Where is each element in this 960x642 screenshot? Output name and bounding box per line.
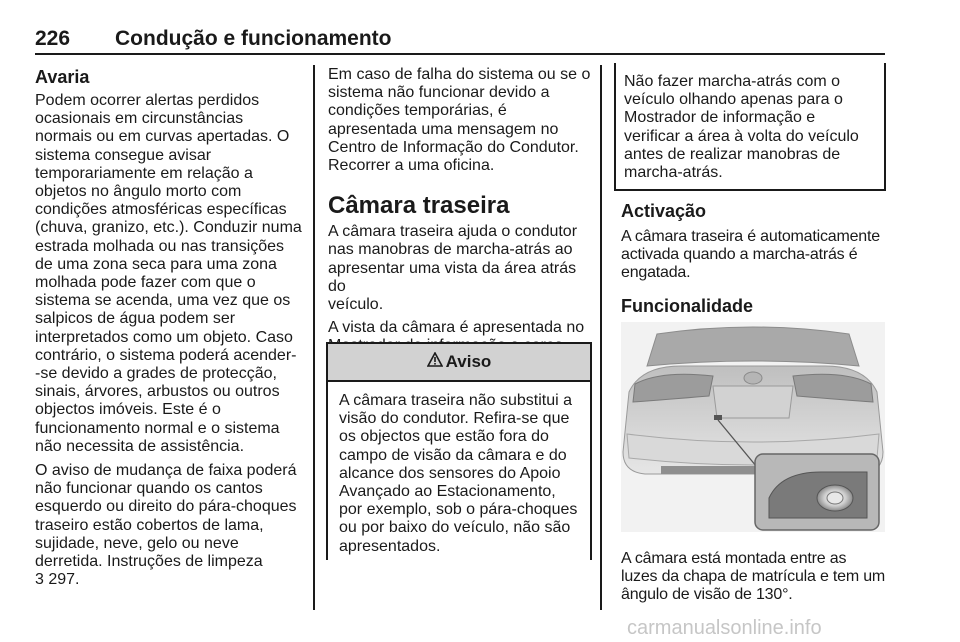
notice-box-continued bbox=[614, 63, 886, 191]
watermark: carmanualsonline.info bbox=[627, 617, 822, 639]
column-right bbox=[621, 200, 891, 317]
column-left bbox=[35, 66, 307, 589]
heading-avaria: Avaria bbox=[35, 67, 90, 87]
heading-functionality: Funcionalidade bbox=[621, 295, 754, 316]
paragraph-camera-view: A vista da câmara é apresentada no bbox=[328, 319, 585, 337]
rear-camera-illustration bbox=[621, 322, 885, 532]
page-reference-link[interactable]: 3 297. bbox=[35, 571, 80, 589]
warning-text: A câmara traseira não substitui a visão do condutor. Refira-se que os objectos que estão fora do campo de visão da câmara e do alcance dos sensores do Apoio Avançado ao Estacionamento, por exemplo, sob o pára-choques ou por baixo do veículo, não são apresentados. bbox=[339, 392, 578, 555]
section-title: Condução e funcionamento bbox=[115, 27, 392, 50]
warning-header bbox=[328, 344, 590, 382]
page-number: 226 bbox=[35, 27, 71, 50]
column-right-bottom bbox=[621, 550, 891, 605]
paragraph-rear-camera: A câmara traseira ajuda o condutor nas manobras de marcha-atrás ao apresentar uma vista da área atrás do veículo. bbox=[328, 223, 578, 314]
warning-triangle-icon bbox=[427, 352, 443, 372]
paragraph-avaria-2: O aviso de mudança de faixa poderá não funcionar quando os cantos esquerdo ou direito do pára-choques traseiro estão cobertos de lama, sujidade, neve, gelo ou neve derretida. Instruções de limpeza 3 297. bbox=[35, 462, 297, 589]
column-middle bbox=[328, 66, 594, 356]
notice-text: Não fazer marcha-atrás com o veículo olhando apenas para o Mostrador de informação e verificar a área à volta do veículo antes de realizar manobras de marcha-atrás. bbox=[624, 73, 859, 182]
paragraph-failure: Em caso de falha do sistema ou se o sistema não funcionar devido a condições temporárias, é apresentada uma mensagem no Centro de Informação do Condutor. Recorrer a uma oficina. bbox=[328, 66, 591, 175]
column-divider-1 bbox=[313, 65, 315, 610]
heading-rear-camera: Câmara traseira bbox=[328, 192, 510, 220]
warning-box bbox=[326, 342, 592, 560]
paragraph-avaria-1: Podem ocorrer alertas perdidos ocasionais em circunstâncias normais ou em curvas apertadas. O sistema consegue avisar temporariamente em relação a objetos no ângulo morto com condições atmosféricas específicas (chuva, granizo, etc.). Conduzir numa estrada molhada ou nas transições de uma zona seca para uma zona molhada pode fazer com que o sistema se acenda, uma vez que os salpicos de água podem ser interpretados como um objeto. Caso contrário, o sistema poderá acender- -se devido a grades de protecção, sinais, árvores, arbustos ou outros objectos imóveis. Este é o funcionamento normal e o sistema não necessita de assistência. bbox=[35, 92, 302, 455]
warning-title: Aviso bbox=[445, 352, 492, 371]
paragraph-functionality: A câmara está montada entre as luzes da chapa de matrícula e tem um ângulo de visão de 130°. bbox=[621, 550, 886, 604]
paragraph-activation: A câmara traseira é automaticamente activada quando a marcha-atrás é engatada. bbox=[621, 228, 880, 282]
header-rule bbox=[35, 53, 885, 55]
column-divider-2 bbox=[600, 65, 602, 610]
heading-activation: Activação bbox=[621, 201, 707, 221]
